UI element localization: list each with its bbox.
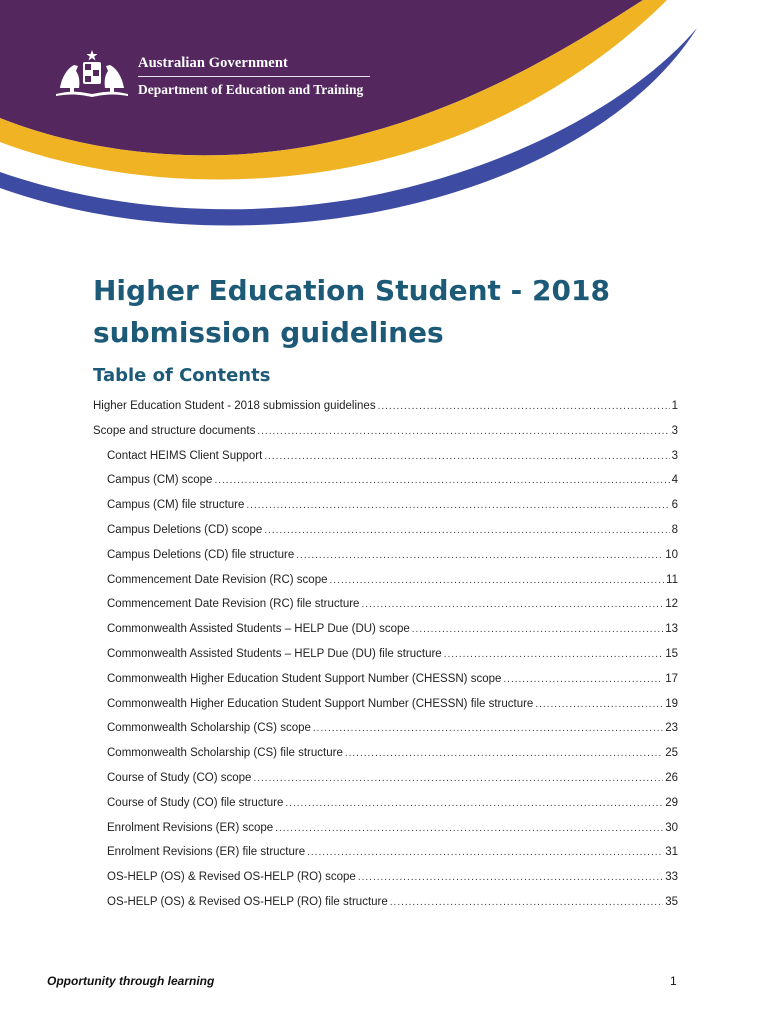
toc-entry-page: 19 [665,697,678,710]
toc-entry[interactable] [93,524,678,549]
document-title: Higher Education Student - 2018 submission guidelines [93,274,610,349]
government-logo [52,48,370,104]
toc-entry[interactable] [93,698,678,723]
toc-entry-page: 8 [671,523,678,536]
toc-entry[interactable] [93,797,678,822]
toc-entry-title: OS-HELP (OS) & Revised OS-HELP (RO) file structure [107,895,388,908]
toc-dot-leader [358,872,663,883]
toc-dot-leader [214,475,669,486]
toc-entry-title: Commonwealth Scholarship (CS) file structure [107,747,343,760]
toc-dot-leader [285,798,663,809]
toc-entry-title: Enrolment Revisions (ER) scope [107,821,274,834]
toc-dot-leader [257,426,669,437]
toc-entry-page: 30 [665,821,678,834]
toc-entry[interactable] [93,623,678,648]
toc-entry-page: 15 [665,647,678,660]
toc-entry-title: OS-HELP (OS) & Revised OS-HELP (RO) scope [107,871,356,884]
toc-entry-page: 33 [665,871,678,884]
toc-entry-page: 31 [665,846,678,859]
toc-entry-title: Course of Study (CO) file structure [107,796,284,809]
toc-dot-leader [313,723,663,734]
toc-dot-leader [296,550,663,561]
toc-entry-page: 4 [671,474,678,487]
toc-entry[interactable] [93,747,678,772]
toc-entry-page: 29 [665,796,678,809]
toc-entry-title: Commonwealth Higher Education Student Support Number (CHESSN) scope [107,672,502,685]
toc-entry[interactable] [93,474,678,499]
toc-entry[interactable] [93,425,678,450]
toc-entry-title: Contact HEIMS Client Support [107,449,263,462]
toc-dot-leader [345,748,663,759]
toc-dot-leader [264,451,669,462]
toc-entry-title: Commencement Date Revision (RC) file structure [107,598,360,611]
toc-entry-page: 3 [671,449,678,462]
toc-entry-title: Commencement Date Revision (RC) scope [107,573,328,586]
toc-entry[interactable] [93,400,678,425]
logo-divider [138,76,370,77]
toc-entry[interactable] [93,499,678,524]
toc-entry-title: Commonwealth Assisted Students – HELP Due (DU) file structure [107,647,442,660]
toc-dot-leader [307,847,663,858]
toc-dot-leader [361,599,663,610]
toc-entry-page: 35 [665,895,678,908]
toc-entry-title: Higher Education Student - 2018 submission guidelines [93,400,376,412]
toc-entry-page: 1 [671,400,678,412]
toc-entry[interactable] [93,896,678,921]
toc-entry[interactable] [93,772,678,797]
toc-dot-leader [535,699,663,710]
toc-entry-title: Commonwealth Higher Education Student Support Number (CHESSN) file structure [107,697,534,710]
toc-entry-title: Course of Study (CO) scope [107,771,252,784]
coat-of-arms-icon [52,48,132,104]
toc-dot-leader [412,624,663,635]
toc-entry-page: 17 [665,672,678,685]
toc-dot-leader [330,575,665,586]
toc-entry[interactable] [93,549,678,574]
toc-heading: Table of Contents [93,365,271,386]
toc-entry-page: 23 [665,722,678,735]
toc-entry-page: 26 [665,771,678,784]
toc-entry[interactable] [93,822,678,847]
toc-dot-leader [264,525,669,536]
page-number: 1 [670,974,677,988]
toc-dot-leader [253,773,663,784]
toc-entry-page: 25 [665,747,678,760]
logo-text [138,55,370,98]
department-name: Department of Education and Training [138,81,364,97]
government-name: Australian Government [138,54,288,71]
table-of-contents [93,400,678,921]
toc-entry[interactable] [93,598,678,623]
toc-entry-title: Campus (CM) scope [107,474,213,487]
header-banner [0,0,770,240]
toc-entry-title: Scope and structure documents [93,424,256,437]
toc-entry-page: 13 [665,623,678,636]
toc-entry-title: Commonwealth Scholarship (CS) scope [107,722,311,735]
toc-entry[interactable] [93,673,678,698]
toc-entry[interactable] [93,722,678,747]
toc-dot-leader [378,401,670,412]
toc-entry-title: Campus (CM) file structure [107,499,245,512]
toc-entry[interactable] [93,871,678,896]
toc-entry-page: 6 [671,499,678,512]
footer-tagline: Opportunity through learning [47,974,215,988]
toc-dot-leader [503,674,663,685]
toc-entry-title: Commonwealth Assisted Students – HELP Due (DU) scope [107,623,410,636]
toc-entry-page: 11 [666,573,678,586]
toc-entry-title: Campus Deletions (CD) scope [107,523,263,536]
toc-entry[interactable] [93,648,678,673]
toc-entry[interactable] [93,574,678,599]
toc-entry-page: 3 [671,424,678,437]
toc-dot-leader [275,823,663,834]
toc-entry-title: Campus Deletions (CD) file structure [107,548,295,561]
toc-entry[interactable] [93,846,678,871]
toc-entry-page: 10 [665,548,678,561]
toc-dot-leader [390,897,663,908]
toc-dot-leader [444,649,663,660]
toc-entry[interactable] [93,450,678,475]
toc-entry-page: 12 [665,598,678,611]
toc-entry-title: Enrolment Revisions (ER) file structure [107,846,306,859]
toc-dot-leader [246,500,669,511]
